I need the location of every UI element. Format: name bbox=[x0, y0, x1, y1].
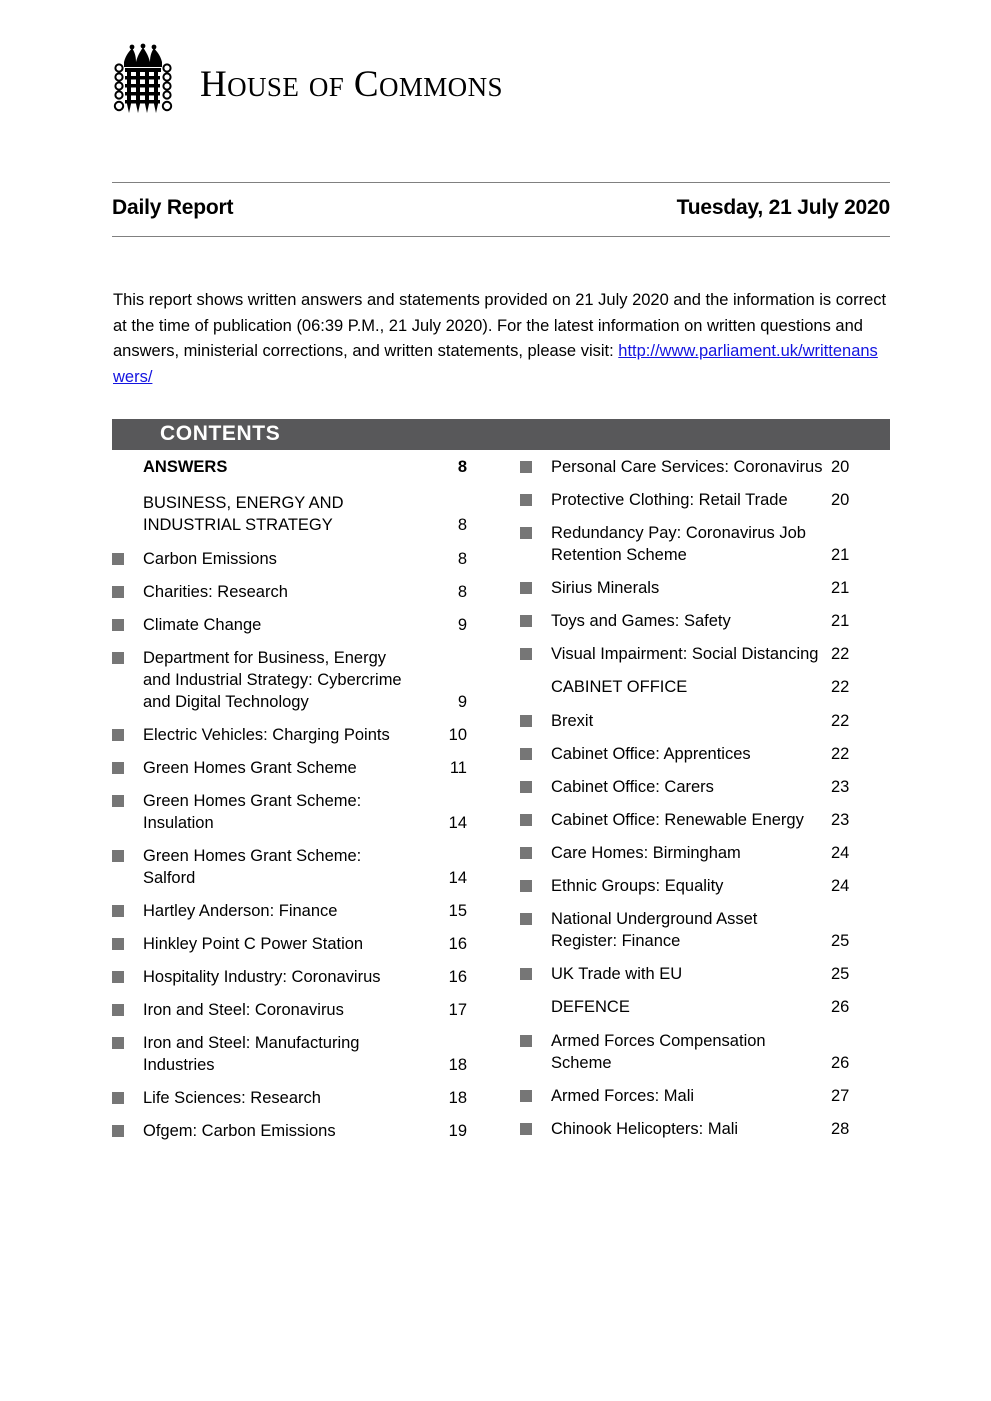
toc-entry-page-number: 10 bbox=[448, 726, 467, 744]
toc-bullet-square-icon bbox=[520, 908, 551, 925]
toc-entry-label: Cabinet Office: Apprentices bbox=[551, 745, 751, 763]
toc-entry-page-number: 23 bbox=[831, 778, 850, 796]
toc-bullet-square-icon bbox=[112, 647, 143, 664]
toc-entry-label: Ethnic Groups: Equality bbox=[551, 877, 724, 895]
toc-bullet-square-icon bbox=[520, 676, 551, 681]
masthead-title bbox=[200, 63, 503, 105]
toc-entry-label: Electric Vehicles: Charging Points bbox=[143, 726, 390, 744]
toc-department-heading[interactable] bbox=[112, 492, 502, 536]
toc-entry-label: Personal Care Services: Coronavirus bbox=[551, 458, 823, 476]
toc-entry-page-number: 8 bbox=[457, 458, 467, 476]
toc-entry[interactable] bbox=[520, 908, 892, 952]
toc-entry-label: Iron and Steel: Manufacturing Industries bbox=[143, 1034, 360, 1074]
toc-entry[interactable] bbox=[520, 743, 892, 765]
toc-entry-label: Green Homes Grant Scheme: Insulation bbox=[143, 792, 362, 832]
masthead-title-c: C bbox=[353, 63, 379, 105]
toc-department-heading[interactable] bbox=[520, 676, 892, 698]
toc-entry-label: Toys and Games: Safety bbox=[551, 612, 731, 630]
toc-entry[interactable] bbox=[112, 900, 502, 922]
toc-bullet-square-icon bbox=[520, 809, 551, 826]
toc-bullet-square-icon bbox=[112, 790, 143, 807]
toc-entry-page-number: 28 bbox=[831, 1120, 850, 1138]
intro-text: This report shows written answers and statements provided on 21 July 2020 and the information is correct at the time of publication (06:39 P.M., 21 July 2020). For the latest information on written questions and answers, ministerial corrections, and written statements, please visit: bbox=[113, 291, 887, 360]
toc-entry[interactable] bbox=[520, 610, 892, 632]
toc-bullet-square-icon bbox=[112, 456, 143, 461]
toc-entry[interactable] bbox=[112, 548, 502, 570]
toc-bullet-square-icon bbox=[112, 845, 143, 862]
toc-left-column bbox=[112, 456, 502, 1153]
toc-entry-page-number: 14 bbox=[448, 869, 467, 887]
toc-entry[interactable] bbox=[520, 963, 892, 985]
toc-entry-label: CABINET OFFICE bbox=[551, 678, 688, 696]
toc-entry[interactable] bbox=[112, 647, 502, 713]
report-header bbox=[112, 196, 890, 220]
toc-entry-page-number: 21 bbox=[831, 612, 850, 630]
toc-bullet-square-icon bbox=[112, 581, 143, 598]
toc-bullet-square-icon bbox=[520, 875, 551, 892]
toc-bullet-square-icon bbox=[520, 842, 551, 859]
toc-entry-label: Green Homes Grant Scheme: Salford bbox=[143, 847, 362, 887]
toc-entry-label: Green Homes Grant Scheme bbox=[143, 759, 357, 777]
toc-bullet-square-icon bbox=[112, 492, 143, 497]
toc-bullet-square-icon bbox=[112, 1032, 143, 1049]
toc-entry-page-number: 22 bbox=[831, 678, 850, 696]
contents-bar-label: CONTENTS bbox=[160, 422, 281, 445]
toc-entry-label: Life Sciences: Research bbox=[143, 1089, 321, 1107]
writtenanswers-link[interactable]: http://www.parliament.uk/writtenanswers/ bbox=[113, 342, 878, 386]
toc-entry-label: Visual Impairment: Social Distancing bbox=[551, 645, 819, 663]
toc-entry[interactable] bbox=[112, 999, 502, 1021]
toc-entry-label: Carbon Emissions bbox=[143, 550, 277, 568]
toc-entry-page-number: 27 bbox=[831, 1087, 850, 1105]
toc-entry[interactable] bbox=[112, 757, 502, 779]
toc-entry-page-number: 15 bbox=[448, 902, 467, 920]
toc-bullet-square-icon bbox=[520, 1085, 551, 1102]
toc-entry-page-number: 24 bbox=[831, 877, 850, 895]
toc-bullet-square-icon bbox=[520, 522, 551, 539]
toc-entry-page-number: 18 bbox=[448, 1089, 467, 1107]
toc-bullet-square-icon bbox=[112, 1120, 143, 1137]
toc-entry-page-number: 26 bbox=[831, 1054, 850, 1072]
contents-bar bbox=[112, 419, 890, 450]
masthead-title-ouse: OUSE bbox=[227, 71, 300, 102]
toc-entry-page-number: 22 bbox=[831, 745, 850, 763]
toc-entry-page-number: 17 bbox=[448, 1001, 467, 1019]
toc-bullet-square-icon bbox=[520, 1118, 551, 1135]
toc-entry-page-number: 24 bbox=[831, 844, 850, 862]
toc-bullet-square-icon bbox=[112, 900, 143, 917]
toc-entry-label: Cabinet Office: Renewable Energy bbox=[551, 811, 804, 829]
toc-bullet-square-icon bbox=[112, 614, 143, 631]
toc-entry-label: Sirius Minerals bbox=[551, 579, 660, 597]
toc-entry[interactable] bbox=[112, 581, 502, 603]
toc-entry-page-number: 8 bbox=[457, 516, 467, 534]
toc-entry-label: DEFENCE bbox=[551, 998, 630, 1016]
toc-entry-label: Charities: Research bbox=[143, 583, 288, 601]
toc-entry[interactable] bbox=[520, 522, 892, 566]
toc-entry[interactable] bbox=[112, 790, 502, 834]
toc-entry-page-number: 25 bbox=[831, 965, 850, 983]
toc-entry[interactable] bbox=[112, 1032, 502, 1076]
toc-bullet-square-icon bbox=[112, 724, 143, 741]
toc-bullet-square-icon bbox=[112, 757, 143, 774]
toc-entry[interactable] bbox=[520, 875, 892, 897]
toc-entry-label: Hartley Anderson: Finance bbox=[143, 902, 338, 920]
toc-bullet-square-icon bbox=[112, 966, 143, 983]
toc-entry[interactable] bbox=[112, 933, 502, 955]
toc-entry-label: Ofgem: Carbon Emissions bbox=[143, 1122, 336, 1140]
toc-entry-page-number: 20 bbox=[831, 458, 850, 476]
toc-entry[interactable] bbox=[112, 966, 502, 988]
toc-bullet-square-icon bbox=[520, 710, 551, 727]
toc-entry-label: UK Trade with EU bbox=[551, 965, 683, 983]
toc-entry[interactable] bbox=[520, 1030, 892, 1074]
toc-bullet-square-icon bbox=[520, 610, 551, 627]
toc-entry-page-number: 20 bbox=[831, 491, 850, 509]
toc-bullet-square-icon bbox=[112, 1087, 143, 1104]
toc-bullet-square-icon bbox=[112, 548, 143, 565]
toc-entry-page-number: 23 bbox=[831, 811, 850, 829]
toc-bullet-square-icon bbox=[520, 489, 551, 506]
toc-entry[interactable] bbox=[520, 489, 892, 511]
toc-entry-page-number: 18 bbox=[448, 1056, 467, 1074]
toc-entry-label: Armed Forces: Mali bbox=[551, 1087, 695, 1105]
toc-entry-page-number: 19 bbox=[448, 1122, 467, 1140]
toc-entry-page-number: 8 bbox=[457, 583, 467, 601]
toc-entry-label: Care Homes: Birmingham bbox=[551, 844, 741, 862]
report-title: Daily Report bbox=[112, 196, 234, 219]
toc-right-column bbox=[502, 456, 892, 1153]
toc-entry-label: National Underground Asset Register: Finance bbox=[551, 910, 758, 950]
toc-entry[interactable] bbox=[520, 842, 892, 864]
toc-entry-page-number: 16 bbox=[448, 968, 467, 986]
toc-entry[interactable] bbox=[520, 776, 892, 798]
toc-entry[interactable] bbox=[520, 456, 892, 478]
toc-entry-label: Department for Business, Energy and Industrial Strategy: Cybercrime and Digital Technology bbox=[143, 649, 402, 711]
toc-entry-label: Cabinet Office: Carers bbox=[551, 778, 714, 796]
toc-entry-page-number: 9 bbox=[457, 693, 467, 711]
toc-entry[interactable] bbox=[112, 1120, 502, 1142]
toc-bullet-square-icon bbox=[520, 743, 551, 760]
portcullis-crest-icon bbox=[112, 42, 174, 126]
toc-entry-label: Hospitality Industry: Coronavirus bbox=[143, 968, 381, 986]
toc-entry-page-number: 9 bbox=[457, 616, 467, 634]
toc-entry[interactable] bbox=[520, 1118, 892, 1140]
toc-bullet-square-icon bbox=[520, 776, 551, 793]
toc-bullet-square-icon bbox=[112, 933, 143, 950]
toc-entry-page-number: 11 bbox=[449, 759, 467, 777]
header-rule-top bbox=[112, 182, 890, 183]
toc-entry-label: Brexit bbox=[551, 712, 594, 730]
toc-entry-label: Iron and Steel: Coronavirus bbox=[143, 1001, 344, 1019]
masthead-title-h: H bbox=[200, 63, 228, 105]
header-rule-bottom bbox=[112, 236, 890, 237]
toc-entry[interactable] bbox=[520, 1085, 892, 1107]
toc-bullet-square-icon bbox=[520, 996, 551, 1001]
toc-entry-page-number: 26 bbox=[831, 998, 850, 1016]
report-date: Tuesday, 21 July 2020 bbox=[676, 196, 890, 219]
toc-entry-page-number: 14 bbox=[448, 814, 467, 832]
toc-entry-page-number: 21 bbox=[831, 546, 850, 564]
toc-bullet-square-icon bbox=[520, 963, 551, 980]
toc-entry-label: ANSWERS bbox=[143, 458, 228, 476]
toc-entry[interactable] bbox=[520, 809, 892, 831]
table-of-contents bbox=[112, 456, 892, 1153]
toc-bullet-square-icon bbox=[520, 643, 551, 660]
toc-entry-label: Hinkley Point C Power Station bbox=[143, 935, 364, 953]
toc-entry-page-number: 21 bbox=[831, 579, 850, 597]
toc-entry-page-number: 8 bbox=[457, 550, 467, 568]
toc-entry[interactable] bbox=[112, 724, 502, 746]
toc-entry[interactable] bbox=[520, 643, 892, 665]
intro-paragraph bbox=[113, 288, 888, 390]
toc-bullet-square-icon bbox=[520, 577, 551, 594]
toc-section-heading[interactable] bbox=[112, 456, 502, 478]
toc-entry-label: Climate Change bbox=[143, 616, 262, 634]
toc-entry-label: Chinook Helicopters: Mali bbox=[551, 1120, 739, 1138]
toc-bullet-square-icon bbox=[520, 1030, 551, 1047]
toc-entry[interactable] bbox=[112, 614, 502, 636]
toc-entry[interactable] bbox=[520, 577, 892, 599]
toc-entry-label: Redundancy Pay: Coronavirus Job Retention Scheme bbox=[551, 524, 806, 564]
masthead-title-ommons: OMMONS bbox=[378, 71, 503, 102]
masthead-title-of: OF bbox=[308, 71, 345, 102]
toc-entry-page-number: 16 bbox=[448, 935, 467, 953]
toc-entry-page-number: 22 bbox=[831, 645, 850, 663]
toc-entry[interactable] bbox=[112, 1087, 502, 1109]
masthead bbox=[112, 38, 503, 130]
toc-entry-label: Protective Clothing: Retail Trade bbox=[551, 491, 788, 509]
toc-bullet-square-icon bbox=[112, 999, 143, 1016]
toc-entry-page-number: 25 bbox=[831, 932, 850, 950]
toc-bullet-square-icon bbox=[520, 456, 551, 473]
toc-entry[interactable] bbox=[520, 710, 892, 732]
toc-department-heading[interactable] bbox=[520, 996, 892, 1018]
toc-entry-label: BUSINESS, ENERGY AND INDUSTRIAL STRATEGY bbox=[143, 494, 344, 534]
toc-entry[interactable] bbox=[112, 845, 502, 889]
toc-entry-label: Armed Forces Compensation Scheme bbox=[551, 1032, 766, 1072]
toc-entry-page-number: 22 bbox=[831, 712, 850, 730]
